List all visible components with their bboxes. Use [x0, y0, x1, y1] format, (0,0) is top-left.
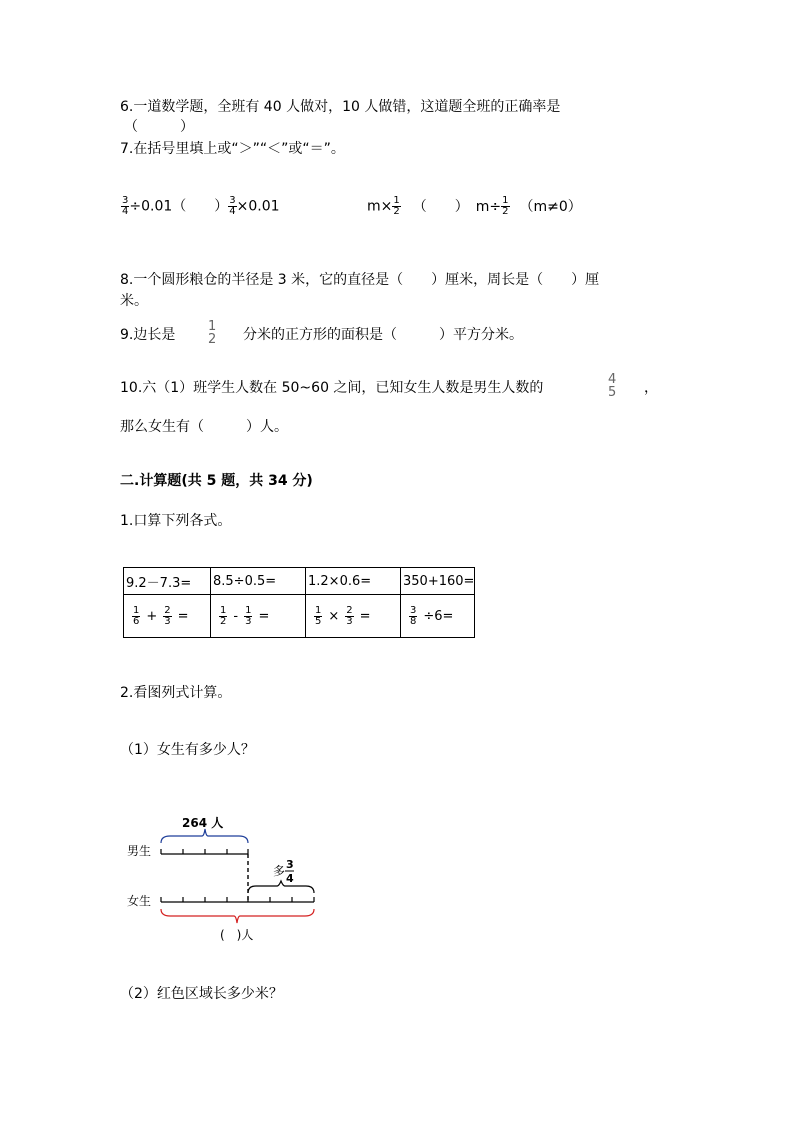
q7-expression-2: m× $\frac{1}{2}$ （ ） m÷ $\frac{1}{2}$ （m≠0）: [367, 195, 582, 217]
girls-ticks: [161, 897, 314, 902]
q9-post: 分米的正方形的面积是（ ）平方分米。: [243, 327, 523, 343]
q9-fraction: 1 2: [208, 319, 217, 347]
calc2-sub2: （2）红色区域长多少米？: [120, 986, 283, 1002]
more-label: 多: [273, 864, 286, 878]
calc-cell: 1.2×0.6=: [306, 568, 401, 595]
boys-label: 男生: [127, 844, 152, 858]
calc-cell: 8.5÷0.5=: [211, 568, 306, 595]
q6-text: 6.一道数学题，全班有 40 人做对，10 人做错，这道题全班的正确率是: [120, 99, 561, 115]
more-brace: [248, 881, 314, 893]
q9-pre: 9.边长是: [120, 327, 176, 343]
calc-cell: $\frac{1}{6}$ + $\frac{2}{3}$ =: [124, 595, 211, 638]
boys-ticks: [161, 849, 248, 854]
calc-table: [123, 567, 475, 638]
boys-count-label: 264 人: [182, 816, 224, 830]
q10-line-2: 那么女生有（ ）人。: [120, 419, 288, 435]
girls-label: 女生: [127, 894, 152, 908]
calc-cell: $\frac{1}{5}$ × $\frac{2}{3}$ =: [306, 595, 401, 638]
fraction: $\frac{3}{4}$: [229, 195, 236, 217]
section-title: 二.计算题(共 5 题，共 34 分): [120, 473, 313, 489]
calc-cell: 9.2－7.3=: [124, 568, 211, 595]
line-segment-diagram: [120, 805, 330, 950]
q7-text: 7.在括号里填上或“＞”“＜”或“＝”。: [120, 141, 345, 157]
calc-cell: $\frac{1}{2}$ - $\frac{1}{3}$ =: [211, 595, 306, 638]
calc1-title: 1.口算下列各式。: [120, 513, 232, 529]
girls-brace: [161, 909, 314, 923]
calc2-title: 2.看图列式计算。: [120, 685, 232, 701]
calc-cell: 350+160=: [401, 568, 475, 595]
q8-line-2: 米。: [120, 293, 148, 309]
q8-line-1: 8.一个圆形粮仓的半径是 3 米，它的直径是（ ）厘米，周长是（ ）厘: [120, 272, 600, 288]
fraction: $\frac{1}{2}$: [502, 195, 509, 217]
q6-blank: （ ）: [124, 119, 194, 135]
fraction: $\frac{3}{4}$: [122, 195, 129, 217]
more-fraction-den: 4: [286, 872, 294, 885]
q7-expression-1: $\frac{3}{4}$ ÷0.01（ ） $\frac{3}{4}$ ×0.01: [122, 195, 280, 217]
answer-label: ( )人: [220, 928, 254, 942]
q10-fraction: 4 5: [608, 372, 617, 400]
fraction: $\frac{1}{2}$: [393, 195, 400, 217]
more-fraction-num: 3: [286, 858, 294, 871]
calc2-sub1: （1）女生有多少人？: [120, 742, 255, 758]
q10-pre: 10.六（1）班学生人数在 50~60 之间，已知女生人数是男生人数的: [120, 380, 544, 396]
q10-comma: ，: [644, 380, 658, 396]
calc-cell: $\frac{3}{8}$ ÷6=: [401, 595, 475, 638]
boys-brace: [161, 829, 248, 843]
